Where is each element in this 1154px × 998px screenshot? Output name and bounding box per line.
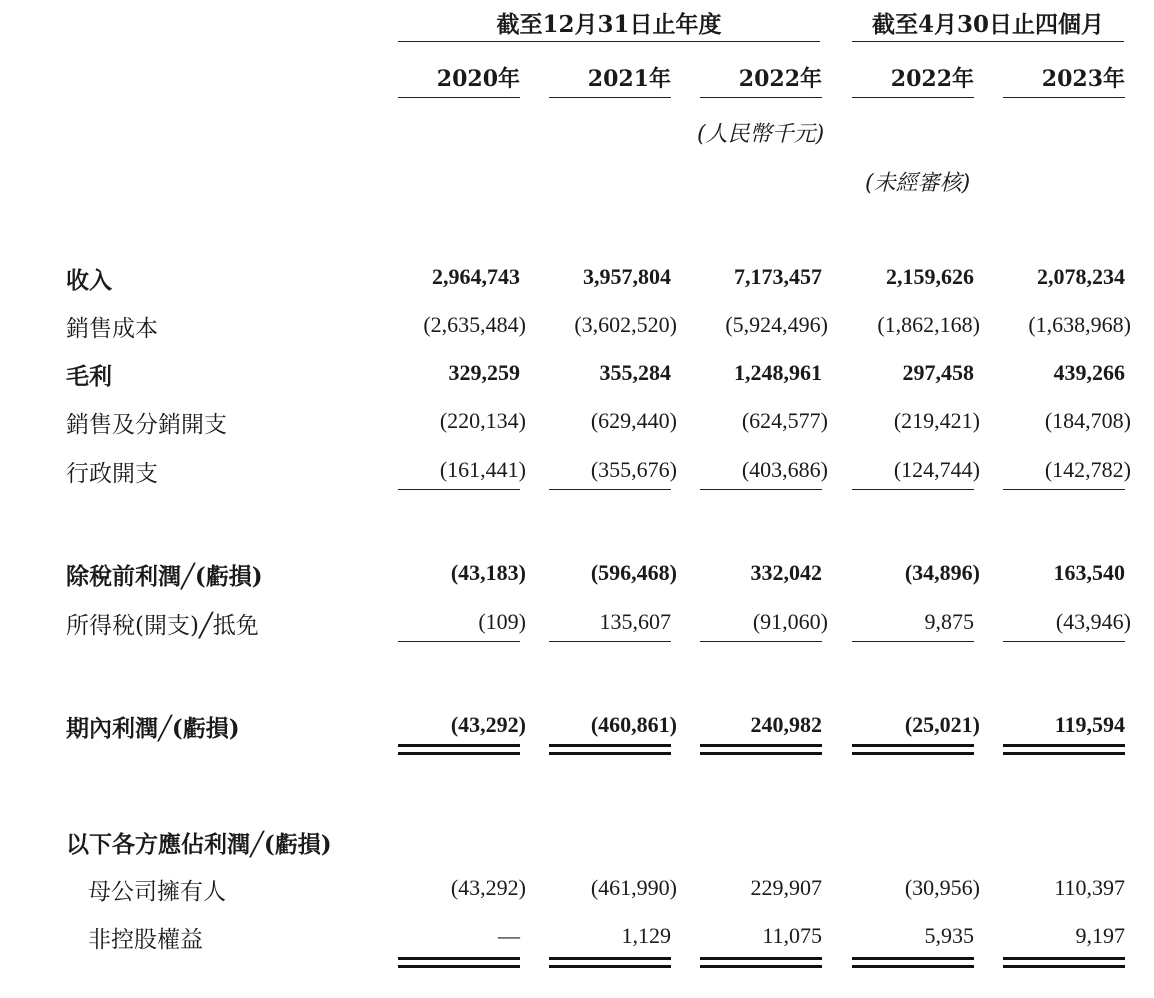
row-label-owners-of-parent: 母公司擁有人 <box>88 879 226 905</box>
subtotal-rule <box>549 641 671 642</box>
year-header-2023-four-months: 2023年 <box>1041 66 1125 92</box>
table-cell: 110,397 <box>1054 875 1125 900</box>
table-cell: 5,935 <box>924 923 974 948</box>
group-header-full-year: 截至12月31日止年度 <box>496 11 722 38</box>
table-cell: 2,078,234 <box>1037 264 1125 289</box>
subtotal-rule <box>398 641 520 642</box>
table-cell: (403,686) <box>741 457 828 482</box>
total-double-rule <box>549 965 671 968</box>
table-cell: (355,676) <box>590 457 677 482</box>
table-cell: (2,635,484) <box>423 312 526 337</box>
group-header-four-months: 截至4月30日止四個月 <box>871 11 1104 38</box>
total-double-rule <box>700 752 822 755</box>
row-label-admin-expenses: 行政開支 <box>66 461 158 487</box>
table-cell: 1,129 <box>621 923 671 948</box>
row-label-gross-profit: 毛利 <box>66 363 112 390</box>
year-header-2020: 2020年 <box>436 66 520 92</box>
table-cell: (142,782) <box>1044 457 1131 482</box>
total-double-rule <box>700 965 822 968</box>
table-cell: 135,607 <box>599 609 671 634</box>
total-double-rule <box>852 965 974 968</box>
year-underline <box>1003 97 1125 98</box>
total-double-rule <box>398 752 520 755</box>
table-cell: 9,875 <box>924 609 974 634</box>
total-double-rule <box>852 752 974 755</box>
row-label-profit-for-period: 期內利潤╱(虧損) <box>66 715 240 742</box>
table-cell: (161,441) <box>439 457 526 482</box>
total-double-rule <box>1003 744 1125 747</box>
table-cell: (43,292) <box>450 712 526 737</box>
table-cell: (30,956) <box>904 875 980 900</box>
total-double-rule <box>398 965 520 968</box>
table-cell: (124,744) <box>893 457 980 482</box>
subtotal-rule <box>852 489 974 490</box>
subtotal-rule <box>852 641 974 642</box>
total-double-rule <box>1003 752 1125 755</box>
currency-note: (人民幣千元) <box>697 122 825 147</box>
subtotal-rule <box>1003 641 1125 642</box>
table-cell: (43,183) <box>450 560 526 585</box>
table-cell: (91,060) <box>752 609 828 634</box>
total-double-rule <box>1003 957 1125 960</box>
table-cell: (460,861) <box>590 712 677 737</box>
total-double-rule <box>549 957 671 960</box>
row-label-cost-of-sales: 銷售成本 <box>66 316 158 342</box>
table-cell: 297,458 <box>902 360 974 385</box>
table-cell: 2,964,743 <box>432 264 520 289</box>
table-cell: 9,197 <box>1075 923 1125 948</box>
year-underline <box>852 97 974 98</box>
row-label-income-tax: 所得稅(開支)╱抵免 <box>66 613 259 639</box>
group-header-four-months-underline <box>852 41 1124 42</box>
table-cell: (109) <box>478 609 526 634</box>
table-cell: — <box>498 923 520 948</box>
table-cell: 1,248,961 <box>734 360 822 385</box>
table-cell: (1,638,968) <box>1028 312 1131 337</box>
table-cell: (25,021) <box>904 712 980 737</box>
total-double-rule <box>852 744 974 747</box>
group-header-full-year-underline <box>398 41 820 42</box>
table-cell: (43,946) <box>1055 609 1131 634</box>
table-cell: 355,284 <box>599 360 671 385</box>
table-cell: (461,990) <box>590 875 677 900</box>
table-cell: 329,259 <box>448 360 520 385</box>
table-cell: 3,957,804 <box>583 264 671 289</box>
row-label-non-controlling-interests: 非控股權益 <box>88 927 203 953</box>
table-cell: (219,421) <box>893 408 980 433</box>
total-double-rule <box>1003 965 1125 968</box>
row-label-attributable-to: 以下各方應佔利潤╱(虧損) <box>66 831 332 858</box>
table-cell: (624,577) <box>741 408 828 433</box>
subtotal-rule <box>700 489 822 490</box>
table-cell: 119,594 <box>1054 712 1125 737</box>
table-cell: 11,075 <box>762 923 822 948</box>
table-cell: (596,468) <box>590 560 677 585</box>
total-double-rule <box>398 957 520 960</box>
unaudited-note: (未經審核) <box>865 171 971 196</box>
year-underline <box>549 97 671 98</box>
table-cell: 332,042 <box>750 560 822 585</box>
total-double-rule <box>700 744 822 747</box>
year-underline <box>398 97 520 98</box>
table-cell: 163,540 <box>1053 560 1125 585</box>
table-cell: 2,159,626 <box>886 264 974 289</box>
table-cell: (184,708) <box>1044 408 1131 433</box>
table-cell: (3,602,520) <box>574 312 677 337</box>
row-label-profit-before-tax: 除稅前利潤╱(虧損) <box>66 563 263 590</box>
table-cell: 439,266 <box>1053 360 1125 385</box>
row-label-selling-expenses: 銷售及分銷開支 <box>66 412 227 438</box>
table-cell: (34,896) <box>904 560 980 585</box>
table-cell: 229,907 <box>750 875 822 900</box>
total-double-rule <box>549 752 671 755</box>
total-double-rule <box>398 744 520 747</box>
total-double-rule <box>700 957 822 960</box>
total-double-rule <box>549 744 671 747</box>
row-label-revenue: 收入 <box>66 267 112 294</box>
table-cell: 7,173,457 <box>734 264 822 289</box>
year-underline <box>700 97 822 98</box>
year-header-2022-four-months: 2022年 <box>890 66 974 92</box>
subtotal-rule <box>1003 489 1125 490</box>
table-cell: (5,924,496) <box>725 312 828 337</box>
table-cell: (220,134) <box>439 408 526 433</box>
total-double-rule <box>852 957 974 960</box>
year-header-2021: 2021年 <box>587 66 671 92</box>
table-cell: 240,982 <box>750 712 822 737</box>
table-cell: (43,292) <box>450 875 526 900</box>
year-header-2022: 2022年 <box>738 66 822 92</box>
subtotal-rule <box>700 641 822 642</box>
subtotal-rule <box>398 489 520 490</box>
subtotal-rule <box>549 489 671 490</box>
table-cell: (629,440) <box>590 408 677 433</box>
table-cell: (1,862,168) <box>877 312 980 337</box>
